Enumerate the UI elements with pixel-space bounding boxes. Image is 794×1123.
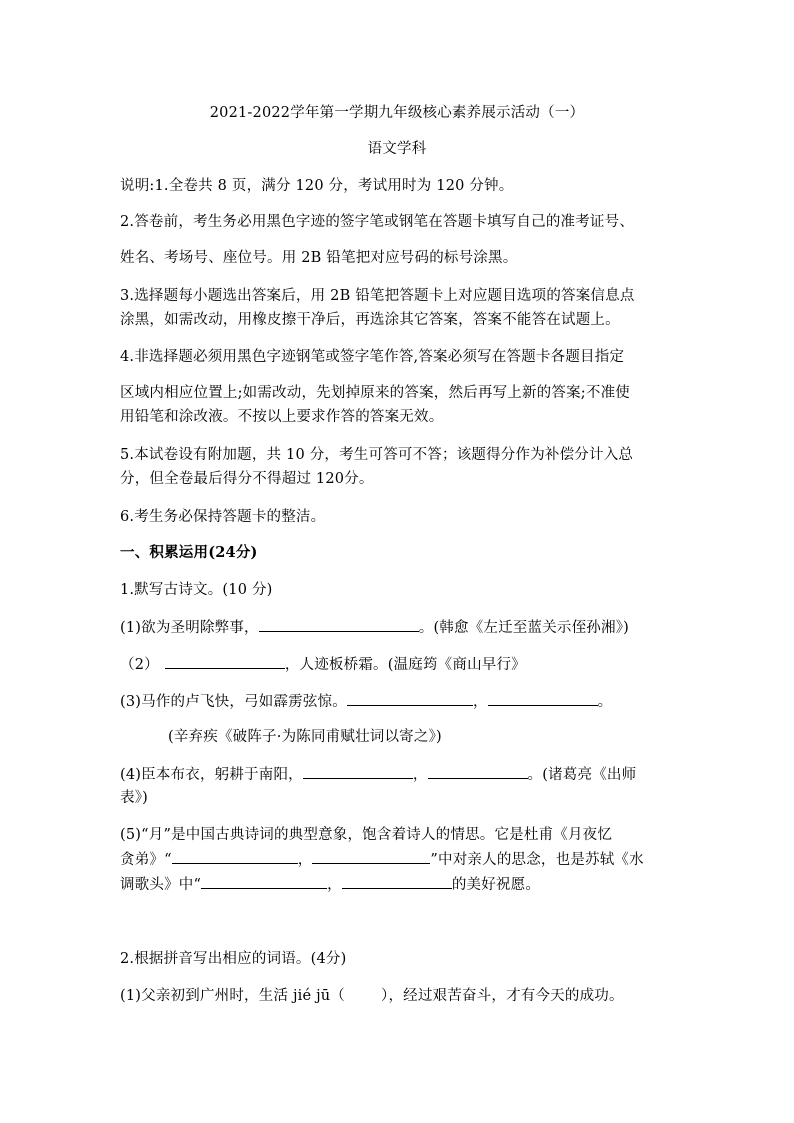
question-1-item-4-cont: 表》) <box>120 790 149 806</box>
instruction-line: 5.本试卷设有附加题，共 10 分，考生可答可不答；该题得分作为补偿分计入总 <box>120 447 634 463</box>
instruction-line: 涂黑，如需改动，用橡皮擦干净后，再选涂其它答案，答案不能答在试题上。 <box>120 312 620 328</box>
answer-blank[interactable] <box>347 691 473 706</box>
instruction-line: 2.答卷前，考生务必用黑色字迹的签字笔或钢笔在答题卡填写自己的准考证号、 <box>120 214 635 230</box>
question-1-item-5-line-3: 调歌头》中“ ， 的美好祝愿。 <box>120 874 540 895</box>
instruction-line: 说明:1.全卷共 8 页，满分 120 分，考试用时为 120 分钟。 <box>120 178 514 194</box>
instruction-line: 6.考生务必保持答题卡的整洁。 <box>120 509 326 525</box>
answer-blank[interactable] <box>165 654 285 669</box>
exam-subject: 语文学科 <box>367 141 427 157</box>
answer-blank[interactable] <box>488 691 598 706</box>
question-1-title: 1.默写古诗文。(10 分) <box>120 582 273 598</box>
answer-blank[interactable] <box>312 849 430 864</box>
question-1-item-3-source: (辛弃疾《破阵子·为陈同甫赋壮词以寄之》) <box>168 729 442 745</box>
instruction-line: 用铅笔和涂改液。不按以上要求作答的答案无效。 <box>120 409 444 425</box>
instruction-line: 区域内相应位置上;如需改动，先划掉原来的答案，然后再写上新的答案;不准使 <box>120 385 630 401</box>
answer-blank[interactable] <box>172 849 298 864</box>
question-1-item-5-line-2: 贪弟》“ ， ”中对亲人的思念，也是苏轼《水 <box>120 849 644 870</box>
question-2-title: 2.根据拼音写出相应的词语。(4分) <box>120 951 347 967</box>
exam-title: 2021-2022学年第一学期九年级核心素养展示活动（一） <box>209 105 585 121</box>
instruction-line: 3.选择题每小题选出答案后，用 2B 铅笔把答题卡上对应题目选项的答案信息点 <box>120 288 635 304</box>
instruction-line: 姓名、考场号、座位号。用 2B 铅笔把对应号码的标号涂黑。 <box>120 250 518 266</box>
question-1-item-3: (3)马作的卢飞快，弓如霹雳弦惊。 ， 。 <box>120 691 612 712</box>
instruction-line: 分，但全卷最后得分不得超过 120分。 <box>120 471 374 487</box>
answer-blank[interactable] <box>259 617 419 632</box>
answer-blank[interactable] <box>428 764 528 779</box>
question-1-item-1: (1)欲为圣明除弊事， 。(韩愈《左迁至蓝关示侄孙湘》) <box>120 617 629 638</box>
question-1-item-2: （2） ，人迹板桥霜。(温庭筠《商山早行》 <box>120 654 526 675</box>
answer-blank[interactable] <box>303 764 413 779</box>
answer-blank[interactable] <box>342 874 452 889</box>
question-1-item-4: (4)臣本布衣，躬耕于南阳， ， 。(诸葛亮《出师 <box>120 764 636 785</box>
question-1-item-5: (5)“月”是中国古典诗词的典型意象，饱含着诗人的情思。它是杜甫《月夜忆 <box>120 827 613 843</box>
answer-blank[interactable] <box>201 874 327 889</box>
section-heading: 一、积累运用(24分) <box>120 544 258 561</box>
question-2-item-1: (1)父亲初到广州时，生活 jié jū（ ），经过艰苦奋斗，才有今天的成功。 <box>120 988 624 1004</box>
instruction-line: 4.非选择题必须用黑色字迹钢笔或签字笔作答,答案必须写在答题卡各题目指定 <box>120 349 625 365</box>
